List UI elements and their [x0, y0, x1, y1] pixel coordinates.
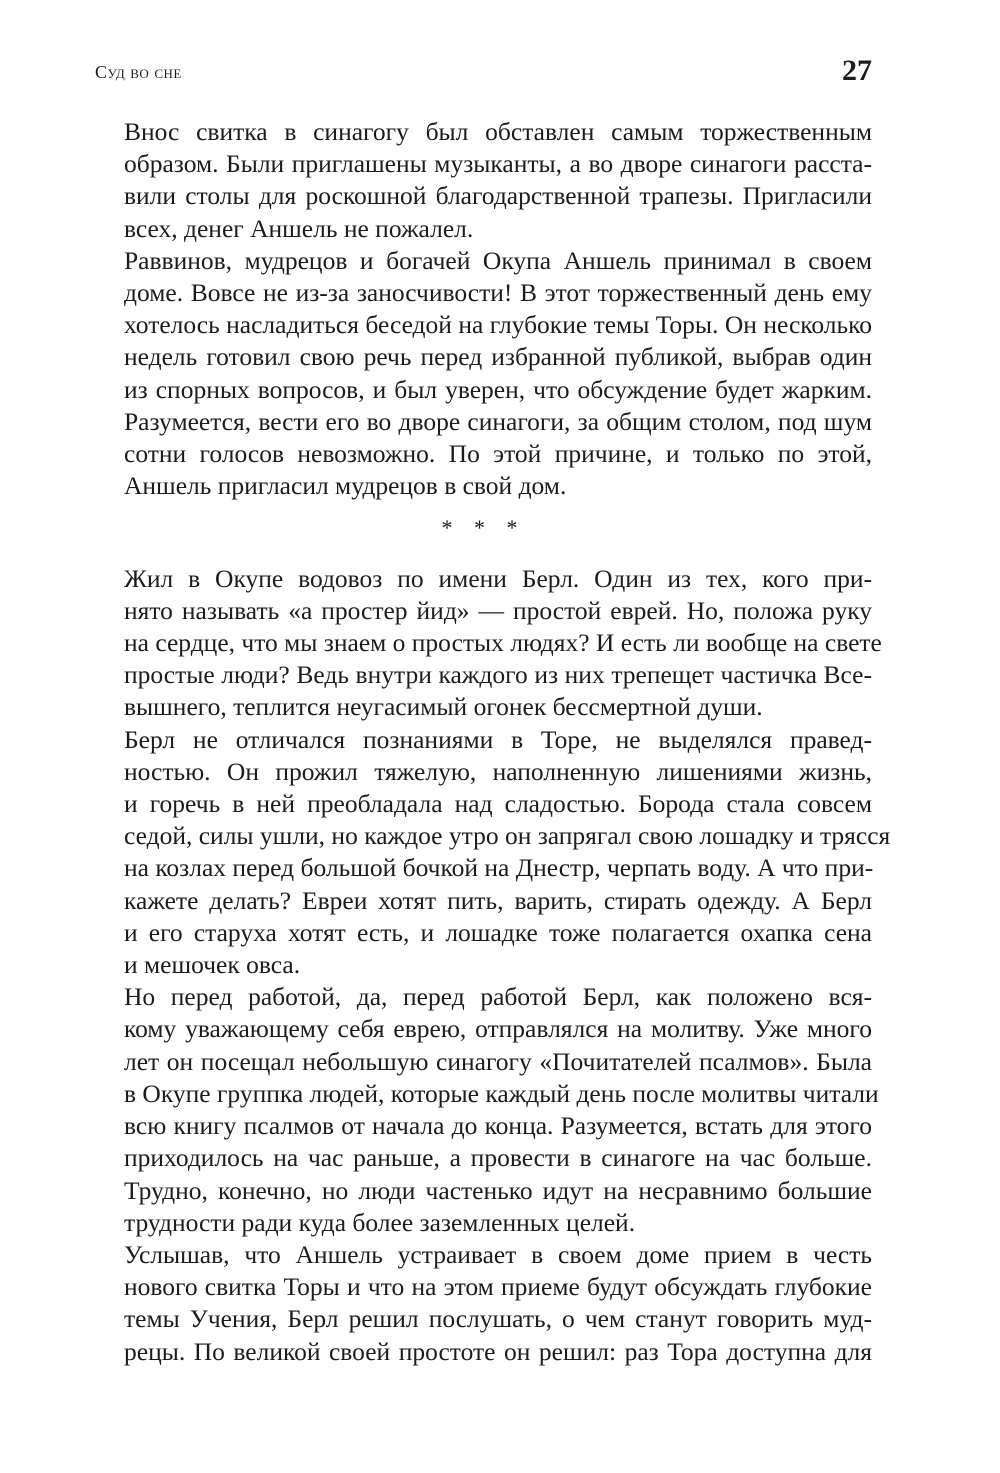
text-line: Жил в Окупе водовоз по имени Берл. Один из тех, кого при- [124, 563, 872, 593]
text-line: Трудно, конечно, но люди частенько идут на несравнимо большие [124, 1175, 872, 1205]
paragraph [95, 981, 879, 1239]
text-line: нято называть «а простер йид» — простой еврей. Но, положа руку [124, 595, 872, 625]
text-line: всех, денег Аншель не пожалел. [124, 213, 474, 243]
paragraph [95, 563, 882, 724]
text-line: кому уважающему себя еврею, отправлялся на молитву. Уже много [124, 1014, 872, 1044]
text-line: сотни голосов невозможно. По этой причине, и только по этой, [124, 439, 872, 469]
paragraph [95, 116, 872, 245]
text-line: недель готовил свою речь перед избранной публикой, выбрав один [124, 342, 872, 372]
text-line: всю книгу псалмов от начала до конца. Разумеется, встать для этого [124, 1111, 872, 1141]
text-line: на козлах перед большой бочкой на Днестр, черпать воду. А что при- [124, 853, 874, 883]
text-line: трудности ради куда более заземленных целей. [124, 1207, 636, 1237]
paragraph [95, 1239, 872, 1368]
text-line: лет он посещал небольшую синагогу «Почитателей псалмов». Была [124, 1046, 872, 1076]
text-line: хотелось насладиться беседой на глубокие темы Торы. Он несколько [124, 310, 872, 340]
text-line: Внос свитка в синагогу был обставлен самым торжественным [124, 117, 872, 146]
text-line: вышнего, теплится неугасимый огонек бессмертной души. [124, 692, 763, 722]
text-line: рецы. По великой своей простоте он решил: раз Тора доступна для [124, 1336, 872, 1366]
text-line: Аншель пригласил мудрецов в свой дом. [124, 471, 567, 501]
text-line: доме. Вовсе не из-за заносчивости! В этот торжественный день ему [124, 278, 872, 308]
text-line: кажете делать? Евреи хотят пить, варить, стирать одежду. А Берл [124, 885, 872, 915]
text-line: и мешочек овса. [124, 950, 301, 980]
text-line: и горечь в ней преобладала над сладостью. Борода стала совсем [124, 789, 872, 819]
section-separator: * * * [441, 515, 526, 541]
text-line: седой, силы ушли, но каждое утро он запрягал свою лошадку и трясся [124, 821, 891, 851]
text-line: простые люди? Ведь внутри каждого из них трепещет частичка Все- [124, 660, 872, 690]
text-line: нового свитка Торы и что на этом приеме будут обсуждать глубокие [124, 1272, 872, 1302]
text-line: и его старуха хотят есть, и лошадке тоже полагается охапка сена [124, 917, 872, 947]
running-title: Суд во сне [95, 62, 182, 82]
text-line: в Окупе группка людей, которые каждый день после молитвы читали [124, 1078, 879, 1108]
text-line: вили столы для роскошной благодарственной трапезы. Пригласили [124, 181, 872, 211]
text-line: образом. Были приглашены музыканты, а во дворе синагоги расста- [124, 149, 872, 179]
paragraph [95, 245, 872, 503]
text-line: Но перед работой, да, перед работой Берл, как положено вся- [124, 982, 872, 1012]
text-line: темы Учения, Берл решил послушать, о чем станут говорить муд- [124, 1304, 872, 1334]
text-line: Услышав, что Аншель устраивает в своем доме прием в честь [124, 1239, 872, 1269]
text-line: из спорных вопросов, и был уверен, что обсуждение будет жарким. [124, 374, 872, 404]
paragraph [95, 724, 891, 982]
page-number: 27 [842, 54, 872, 87]
text-line: на сердце, что мы знаем о простых людях? И есть ли вообще на свете [124, 628, 882, 658]
body-text [95, 116, 891, 1368]
text-line: Разумеется, вести его во дворе синагоги, за общим столом, под шум [124, 406, 872, 436]
text-line: приходилось на час раньше, а провести в синагоге на час больше. [124, 1143, 872, 1173]
text-line: Берл не отличался познаниями в Торе, не выделялся правед- [124, 724, 872, 754]
text-line: Раввинов, мудрецов и богачей Окупа Аншель принимал в своем [124, 245, 872, 275]
text-line: ностью. Он прожил тяжелую, наполненную лишениями жизнь, [124, 756, 872, 786]
